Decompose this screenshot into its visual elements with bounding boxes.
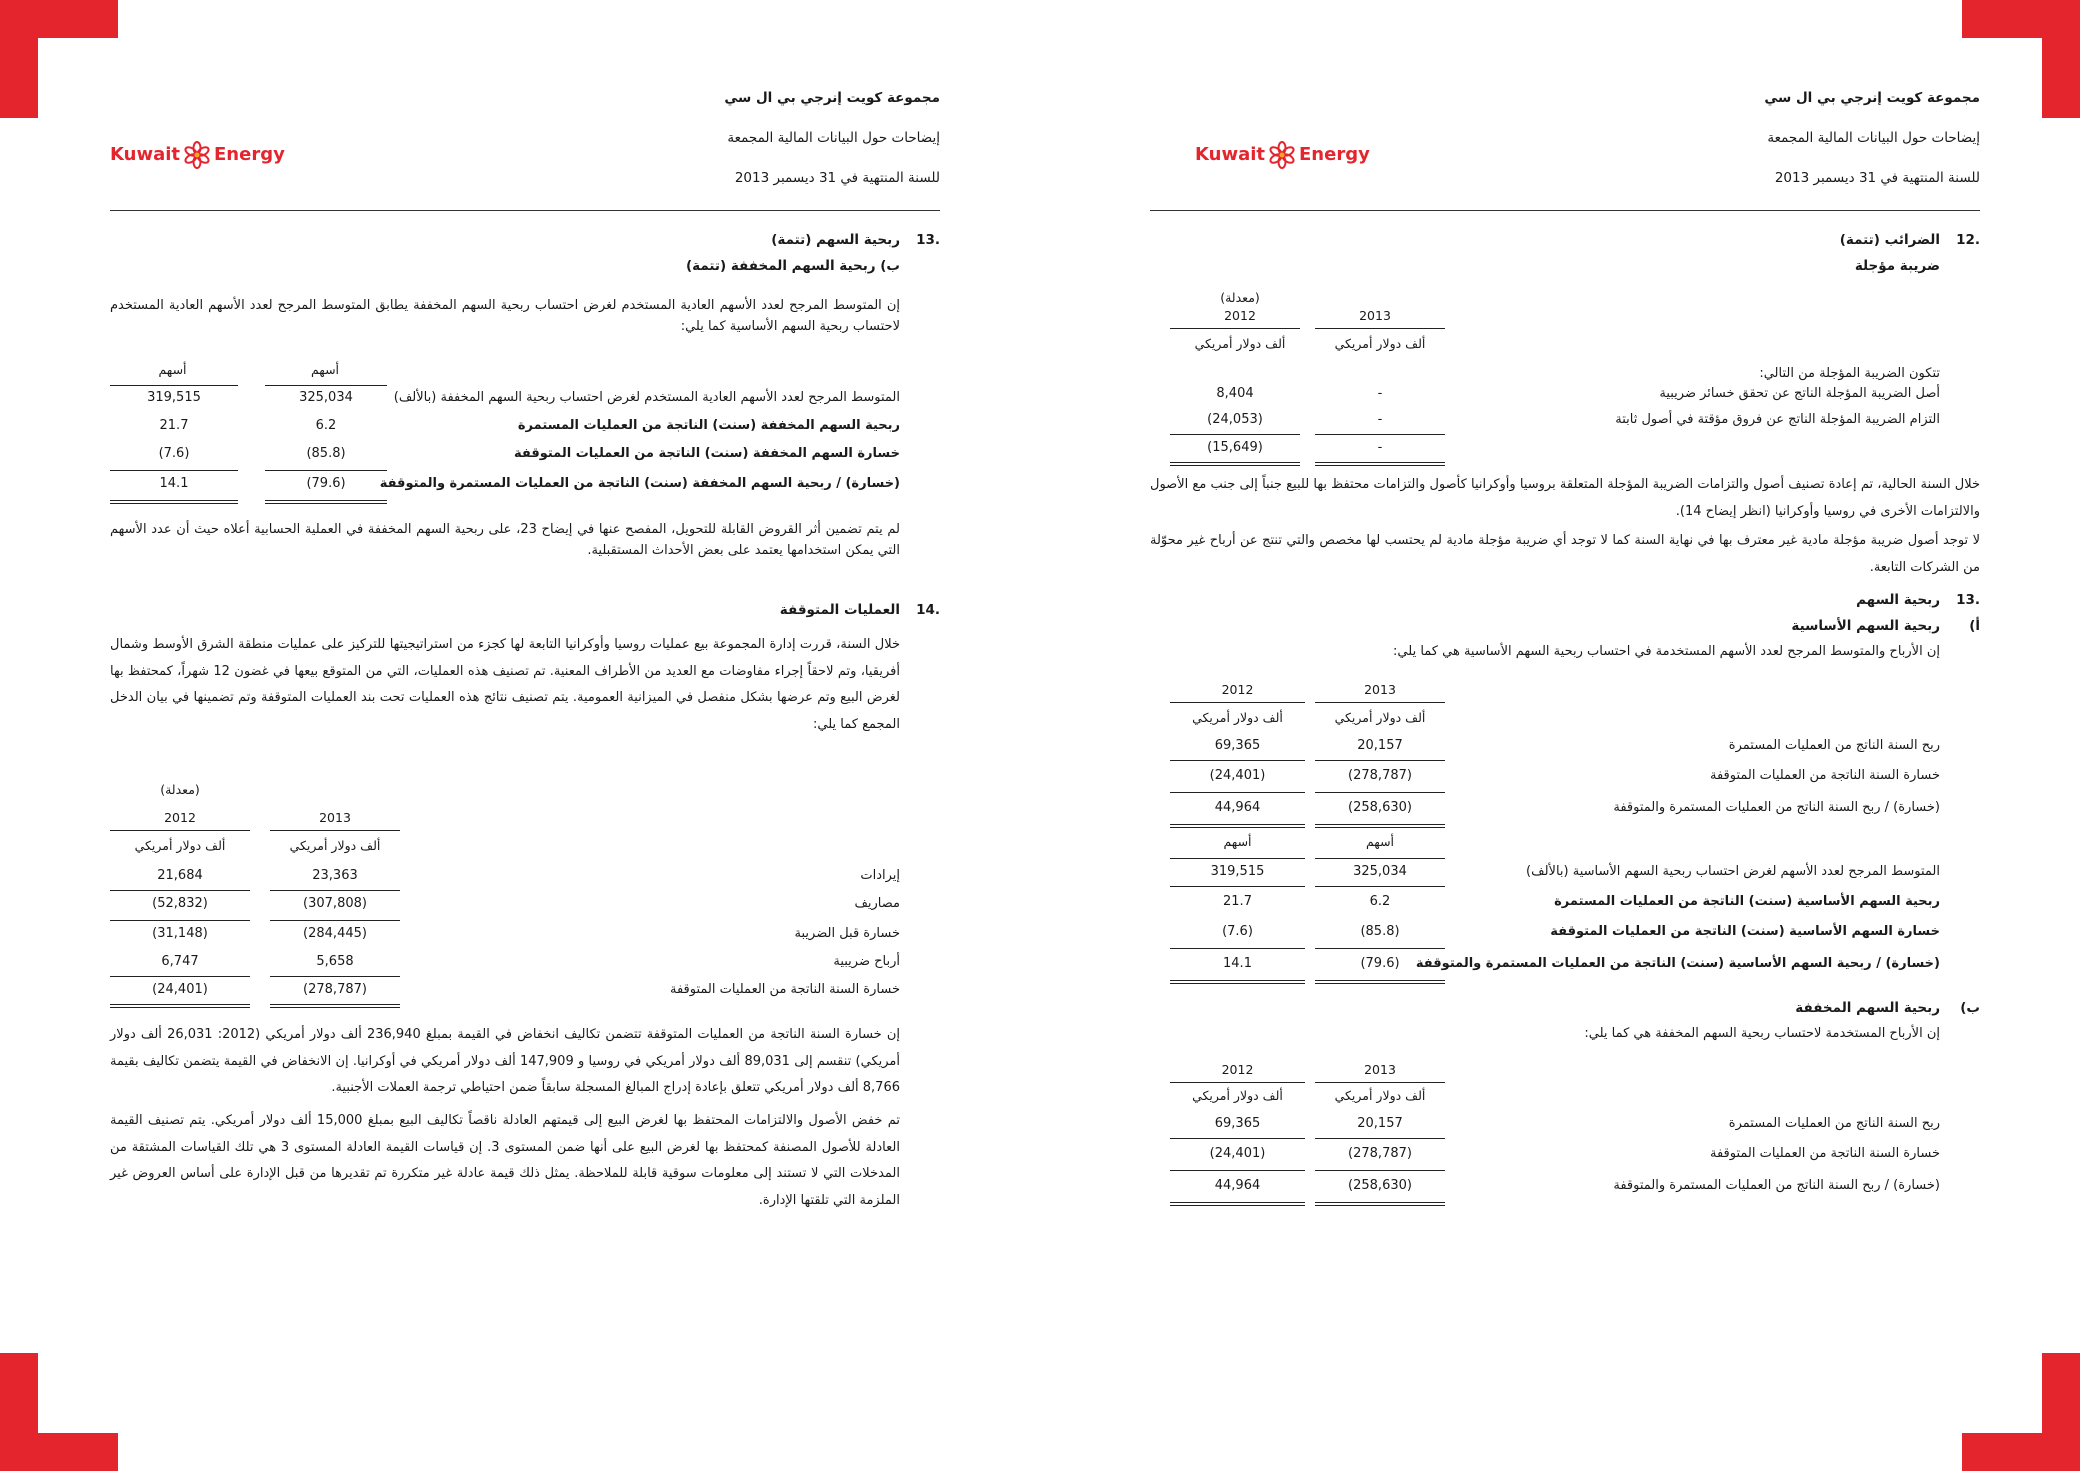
double-rule (1170, 462, 1300, 466)
value-2012: (31,148) (152, 926, 208, 941)
column-unit-2012: أسهم (158, 362, 187, 377)
rule (1315, 328, 1445, 329)
double-rule (1315, 462, 1445, 466)
rule (265, 470, 387, 471)
value-2013: 5,658 (316, 954, 354, 969)
page-header (1150, 70, 1980, 211)
rule (1170, 858, 1305, 859)
value-2013: 23,363 (312, 868, 358, 883)
table-row-label: خسارة السنة الناتجة من العمليات المتوقفة (670, 982, 900, 997)
double-rule (1170, 824, 1305, 828)
column-year-2012: 2012 (164, 810, 196, 825)
double-rule (110, 500, 238, 504)
value-2013: - (1377, 412, 1383, 427)
paragraph: خلال السنة الحالية، تم إعادة تصنيف أصول والتزامات الضريبة المؤجلة المتعلقة بروسيا وأوكرانيا كأصول والتزامات محتفظ بها للبيع جنباً إلى جنب مع الأصول والالتزامات الأخرى في روسيا وأوكرانيا (انظر إيضاح 14). (1150, 477, 1980, 519)
table-row-label: خسارة السهم المخففة (سنت) الناتجة من العمليات المتوقفة (513, 446, 900, 461)
table-row-label: خسارة السنة الناتجة من العمليات المتوقفة (1710, 1146, 1940, 1161)
value-2013: - (1377, 386, 1383, 401)
section-subtitle: ب) ربحية السهم المخففة (تتمة) (686, 258, 900, 274)
rule (1315, 702, 1445, 703)
value-2012: 21.7 (1223, 894, 1252, 909)
value-2013: (284,445) (303, 926, 367, 941)
rule (1315, 1170, 1445, 1171)
table-intro: تتكون الضريبة المؤجلة من التالي: (1759, 366, 1940, 381)
value-2012: 21,684 (157, 868, 203, 883)
value-2012: (24,401) (1209, 768, 1266, 783)
value-2012: 14.1 (159, 476, 189, 491)
paragraph: تم خفض الأصول والالتزامات المحتفظ بها لغرض البيع إلى قيمتهم العادلة ناقصاً تكاليف البيع بمبلغ 15,000 ألف دولار أمريكي. يتم تصنيف القيمة العادلة للأصول المصنفة كمحتفظ بها لغرض البيع على أنها ضمن المستوى 3. إن قياسات القيمة العادلة المستوى 3 هي تلك القياسات المشتقة من المدخلات التي لا تستند إلى معلومات سوقية قابلة للملاحظة. يمثل ذلك قيمة عادلة غير متكررة تم تقديرها من قبل الإدارة على أساس العروض غير الملزمة التي تلقتها الإدارة. (110, 1113, 900, 1208)
value-2013: (307,808) (303, 896, 367, 911)
value-2012: 6,747 (161, 954, 199, 969)
value-2013: (278,787) (303, 982, 367, 997)
rule (1315, 1138, 1445, 1139)
column-unit-2013: ألف دولار أمريكي (289, 838, 381, 853)
rule (1315, 858, 1445, 859)
table-row-label: المتوسط المرجح لعدد الأسهم العادية المستخدم لغرض احتساب ربحية السهم المخففة (بالألف) (393, 390, 900, 405)
value-2012: (24,401) (1209, 1146, 1266, 1161)
note-number: .13 (1956, 592, 1980, 608)
value-2012: 14.1 (1223, 956, 1252, 971)
rule (1170, 1170, 1305, 1171)
table-row-label: إيرادات (860, 868, 900, 883)
value-2013: 325,034 (1353, 864, 1407, 879)
rule (1315, 760, 1445, 761)
rule (1170, 792, 1305, 793)
rule (1170, 1138, 1305, 1139)
subsection-title: ربحية السهم الأساسية (1791, 618, 1940, 634)
document-page-left (110, 70, 940, 1410)
table-row-label: خسارة قبل الضريبة (794, 926, 900, 941)
column-unit-2012: ألف دولار أمريكي (134, 838, 226, 853)
note-number: .12 (1956, 232, 1980, 248)
section-title: ربحية السهم (1856, 592, 1940, 608)
table-row-label: (خسارة) / ربحية السهم الأساسية (سنت) الناتجة من العمليات المستمرة والمتوقفة (1415, 956, 1940, 971)
rule (1170, 886, 1305, 887)
column-unit-2012: ألف دولار أمريكي (1192, 710, 1283, 725)
value-2013: (79.6) (1360, 956, 1400, 971)
subsection-title: ربحية السهم المخففة (1795, 1000, 1940, 1016)
value-2013: 20,157 (1357, 1116, 1403, 1131)
table-row-label: ربح السنة الناتج من العمليات المستمرة (1728, 738, 1940, 753)
column-unit-2013: أسهم (1365, 834, 1395, 849)
value-2013: (258,630) (1348, 800, 1412, 815)
value-2013: (258,630) (1348, 1178, 1412, 1193)
value-2012: (52,832) (152, 896, 208, 911)
table-row-label: المتوسط المرجح لعدد الأسهم لغرض احتساب ربحية السهم الأساسية (بالألف) (1526, 864, 1940, 879)
double-rule (1315, 980, 1445, 984)
section-subtitle: ضريبة مؤجلة (1854, 258, 1940, 274)
rule (1315, 1082, 1445, 1083)
column-year-2012: 2012 (1224, 308, 1256, 323)
table-row-label: ربح السنة الناتج من العمليات المستمرة (1728, 1116, 1940, 1131)
value-2013: (85.8) (306, 446, 346, 461)
logo-text-kuwait: Kuwait (110, 143, 180, 165)
rule (1170, 948, 1305, 949)
column-unit-2013: ألف دولار أمريكي (1334, 336, 1426, 351)
section-title: الضرائب (تتمة) (1839, 232, 1940, 248)
table-row-label: أصل الضريبة المؤجلة الناتج عن تحقق خسائر ضريبية (1659, 386, 1940, 401)
column-year-2012: 2012 (1221, 682, 1254, 697)
paragraph: إن المتوسط المرجح لعدد الأسهم العادية المستخدم لغرض احتساب ربحية السهم المخففة يطابق المتوسط المرجح لعدد الأسهم العادية المستخدم لاحتساب ربحية السهم الأساسية كما يلي: (110, 298, 900, 334)
logo-text-energy: Energy (214, 143, 285, 165)
value-2013: (278,787) (1348, 768, 1412, 783)
rule (1315, 948, 1445, 949)
logo-text-energy: Energy (1299, 143, 1370, 165)
rule (110, 976, 250, 977)
value-2012: (7.6) (1222, 924, 1253, 939)
report-period: للسنة المنتهية في 31 ديسمبر 2013 (1774, 170, 1980, 186)
rule (110, 470, 238, 471)
table-row-label: أرباح ضريبية (833, 954, 900, 969)
kuwait-energy-logo (110, 140, 285, 170)
rule (270, 890, 400, 891)
rule (1170, 434, 1300, 435)
value-2012: 319,515 (147, 390, 201, 405)
page-header (110, 70, 940, 211)
rule (270, 976, 400, 977)
rule (110, 890, 250, 891)
column-unit-2012: أسهم (1223, 834, 1252, 849)
rule (1315, 434, 1445, 435)
report-subtitle: إيضاحات حول البيانات المالية المجمعة (727, 130, 940, 146)
value-2013: - (1377, 440, 1383, 455)
section-title: العمليات المتوقفة (779, 602, 900, 618)
document-page-right (1150, 70, 1980, 1410)
value-2012: (24,401) (152, 982, 208, 997)
value-2012: (7.6) (158, 446, 190, 461)
note-number: .13 (916, 232, 940, 248)
logo-text-kuwait: Kuwait (1195, 143, 1265, 165)
rule (1170, 702, 1305, 703)
table-row-label: (خسارة) / ربحية السهم المخففة (سنت) الناتجة من العمليات المستمرة والمتوقفة (379, 476, 900, 491)
value-2012: (24,053) (1207, 412, 1263, 427)
rule (1170, 1082, 1305, 1083)
value-2012: 69,365 (1214, 1116, 1261, 1131)
column-unit-2012: ألف دولار أمريكي (1194, 336, 1286, 351)
value-2013: 6.2 (315, 418, 337, 433)
flower-icon (1267, 140, 1297, 170)
rule (1170, 760, 1305, 761)
paragraph: إن الأرباح والمتوسط المرجح لعدد الأسهم المستخدمة في احتساب ربحية السهم الأساسية هي كما يلي: (1393, 644, 1940, 659)
value-2013: 20,157 (1357, 738, 1403, 753)
value-2013: (79.6) (306, 476, 346, 491)
table-row-label: ربحية السهم المخففة (سنت) الناتجة من العمليات المستمرة (517, 418, 900, 433)
value-2012: 44,964 (1214, 1178, 1261, 1193)
double-rule (110, 1004, 250, 1008)
value-2012: 319,515 (1210, 864, 1265, 879)
section-title: ربحية السهم (تتمة) (771, 232, 900, 248)
table-row-label: (خسارة) / ربح السنة الناتج من العمليات المستمرة والمتوقفة (1613, 800, 1940, 815)
value-2013: (85.8) (1360, 924, 1400, 939)
rule (1315, 886, 1445, 887)
column-unit-2012: ألف دولار أمريكي (1192, 1088, 1283, 1103)
list-marker-b: ب) (1960, 1000, 1980, 1016)
table-row-label: خسارة السهم الأساسية (سنت) الناتجة من العمليات المتوقفة (1550, 924, 1940, 939)
paragraph: إن خسارة السنة الناتجة من العمليات المتوقفة تتضمن تكاليف انخفاض في القيمة بمبلغ 236,940 ألف دولار أمريكي (2012: 26,031 ألف دولار أمريكي) تنقسم إلى 89,031 ألف دولار أمريكي في روسيا و 147,909 ألف دولار أمريكي في أوكرانيا. إن الانخفاض في القيمة يتضمن تكاليف بقيمة 8,766 ألف دولار أمريكي تتعلق بإعادة إدراج المبالغ المسجلة سابقاً ضمن احتياطي ترجمة العملات الأجنبية. (110, 1027, 900, 1096)
rule (1315, 792, 1445, 793)
value-2012: 69,365 (1214, 738, 1261, 753)
paragraph: خلال السنة، قررت إدارة المجموعة بيع عمليات روسيا وأوكرانيا التابعة لها كجزء من استراتيجيتها للتركيز على عمليات منطقة الشرق الأوسط وشمال أفريقيا، وتم لاحقاً إجراء مفاوضات مع العديد من الأطراف المعنية. تم تصنيف هذه العمليات، التي من المتوقع بيعها في غضون 12 شهراً، كمحتفظ بها لغرض البيع وتم عرضها بشكل منفصل في الميزانية العمومية. يتم تصنيف نتائج هذه العمليات تحت بند العمليات المتوقفة وتم تضمينها في بيان الدخل المجمع كما يلي: (110, 637, 900, 732)
company-name: مجموعة كويت إنرجي بي ال سي (1764, 90, 1980, 106)
list-marker-a: أ) (1969, 618, 1980, 634)
column-unit-2013: ألف دولار أمريكي (1334, 710, 1426, 725)
column-year-2013: 2013 (1364, 682, 1396, 697)
table-row-label: التزام الضريبة المؤجلة الناتج عن فروق مؤقتة في أصول ثابتة (1615, 412, 1940, 427)
rule (110, 920, 250, 921)
company-name: مجموعة كويت إنرجي بي ال سي (724, 90, 940, 106)
restated-label: (معدلة) (160, 782, 200, 797)
table-row-label: مصاريف (854, 896, 900, 911)
double-rule (1315, 1202, 1445, 1206)
column-year-2013: 2013 (1359, 308, 1391, 323)
kuwait-energy-logo (1195, 140, 1370, 170)
value-2012: 8,404 (1216, 386, 1254, 401)
column-unit-2013: ألف دولار أمريكي (1334, 1088, 1426, 1103)
rule (270, 830, 400, 831)
column-year-2013: 2013 (319, 810, 351, 825)
double-rule (1170, 1202, 1305, 1206)
report-period: للسنة المنتهية في 31 ديسمبر 2013 (734, 170, 940, 186)
table-row-label: (خسارة) / ربح السنة الناتج من العمليات المستمرة والمتوقفة (1613, 1178, 1940, 1193)
value-2013: (278,787) (1348, 1146, 1412, 1161)
value-2012: 44,964 (1214, 800, 1261, 815)
double-rule (270, 1004, 400, 1008)
column-year-2012: 2012 (1221, 1062, 1254, 1077)
value-2013: 325,034 (299, 390, 353, 405)
double-rule (1315, 824, 1445, 828)
value-2012: 21.7 (159, 418, 189, 433)
note-number: .14 (916, 602, 940, 618)
paragraph: لا توجد أصول ضريبة مؤجلة مادية غير معترف بها في نهاية السنة كما لا توجد أي ضريبة مؤجلة مادية لم يحتسب لها مخصص والتي تنتج عن أرباح غير محوّلة من الشركات التابعة. (1150, 533, 1980, 575)
paragraph: إن الأرباح المستخدمة لاحتساب ربحية السهم المخففة هي كما يلي: (1584, 1026, 1940, 1041)
rule (265, 385, 387, 386)
table-row-label: خسارة السنة الناتجة من العمليات المتوقفة (1710, 768, 1940, 783)
report-subtitle: إيضاحات حول البيانات المالية المجمعة (1767, 130, 1980, 146)
rule (110, 830, 250, 831)
paragraph: لم يتم تضمين أثر القروض القابلة للتحويل، المفصح عنها في إيضاح 23، على ربحية السهم المخففة في العملية الحسابية أعلاه حيث أن عدد الأسهم التي يمكن استخدامها يعتمد على بعض الأحداث المستقبلية. (110, 522, 901, 558)
rule (1170, 328, 1300, 329)
value-2012: (15,649) (1207, 440, 1263, 455)
column-unit-2013: أسهم (310, 362, 340, 377)
double-rule (265, 500, 387, 504)
rule (110, 385, 238, 386)
column-year-2013: 2013 (1364, 1062, 1396, 1077)
restated-label: (معدلة) (1220, 290, 1260, 305)
value-2013: 6.2 (1369, 894, 1391, 909)
double-rule (1170, 980, 1305, 984)
table-row-label: ربحية السهم الأساسية (سنت) الناتجة من العمليات المستمرة (1554, 894, 1940, 909)
rule (270, 920, 400, 921)
flower-icon (182, 140, 212, 170)
